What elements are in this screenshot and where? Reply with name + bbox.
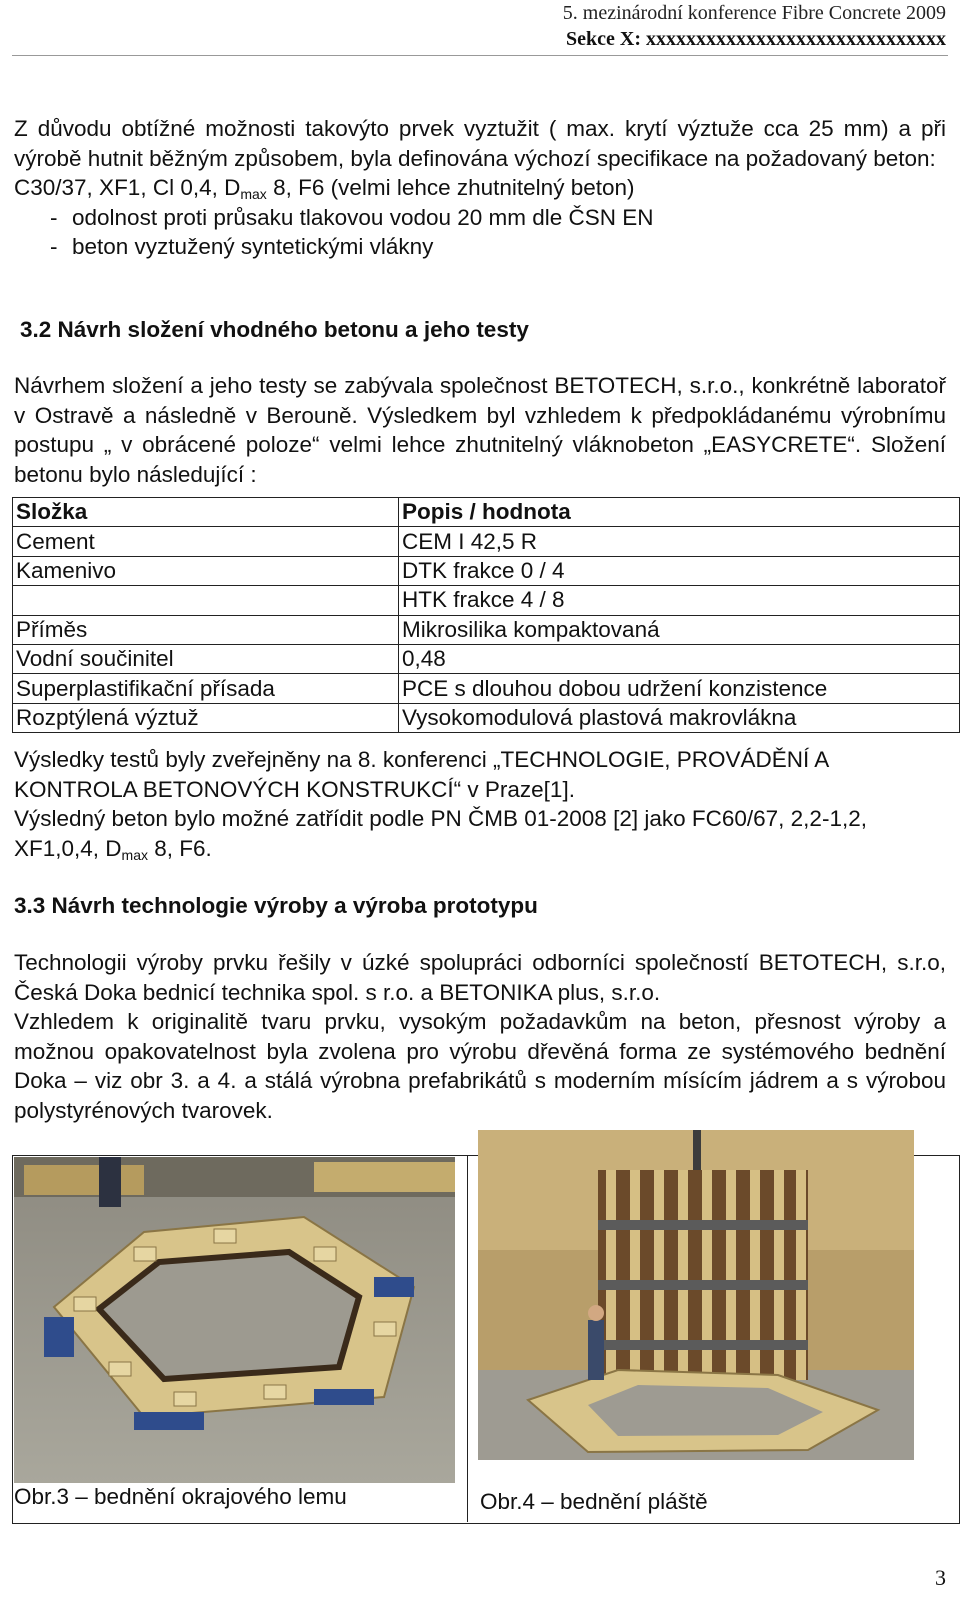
spec-subscript: max [240, 186, 267, 202]
table-cell: 0,48 [399, 644, 960, 673]
table-row [13, 703, 960, 732]
figure-divider [467, 1155, 468, 1522]
table-cell: Vysokomodulová plastová makrovlákna [399, 703, 960, 732]
intro-paragraph: Z důvodu obtížné možnosti takovýto prvek vyztužit ( max. krytí výztuže cca 25 mm) a při výrobě hutnit běžným způsobem, byla definována výchozí specifikace na požadovaný beton: [14, 116, 946, 171]
formwork-shell-photo [478, 1130, 914, 1460]
table-cell: Cement [13, 527, 399, 556]
section-3-3-paragraph-1: Technologii výroby prvku řešily v úzké spolupráci odborníci společností BETOTECH, s.r.o, Česká Doka bednicí technika spol. s r.o. a BETONIKA plus, s.r.o. [14, 950, 946, 1005]
intro-block [14, 114, 946, 262]
table-cell: Superplastifikační přísada [13, 674, 399, 703]
section-3-3-heading: 3.3 Návrh technologie výroby a výroba prototypu [14, 893, 538, 918]
composition-table [12, 497, 960, 733]
table-header-cell: Popis / hodnota [399, 498, 960, 527]
table-cell [13, 586, 399, 615]
spec-bullet-1 [14, 203, 946, 233]
section-3-2-paragraph: Návrhem složení a jeho testy se zabývala společnost BETOTECH, s.r.o., konkrétně laboratoř v Ostravě a následně v Berouně. Výsledkem byl vzhledem k předpokládanému výrobnímu postupu „ v obrácené poloze“ velmi lehce zhutnitelný vláknobeton „EASYCRETE“. Složení betonu bylo následující : [14, 373, 946, 487]
table-cell: PCE s dlouhou dobou udržení konzistence [399, 674, 960, 703]
table-cell: Vodní součinitel [13, 644, 399, 673]
table-cell: Příměs [13, 615, 399, 644]
results-text-b: 8, F6. [148, 835, 212, 861]
spec-text-a: C30/37, XF1, Cl 0,4, D [14, 175, 241, 200]
table-cell: Mikrosilika kompaktovaná [399, 615, 960, 644]
table-header-cell: Složka [13, 498, 399, 527]
section-title: Sekce X: xxxxxxxxxxxxxxxxxxxxxxxxxxxxxx [566, 28, 946, 50]
spec-bullet-2 [14, 232, 946, 262]
spec-bullet-2-text: beton vyztužený syntetickými vlákny [72, 234, 434, 259]
table-cell: DTK frakce 0 / 4 [399, 556, 960, 585]
results-paragraph-2 [14, 804, 946, 863]
table-row [13, 527, 960, 556]
table-cell: Rozptýlená výztuž [13, 703, 399, 732]
table-cell: HTK frakce 4 / 8 [399, 586, 960, 615]
page-number: 3 [935, 1565, 946, 1590]
table-row [13, 674, 960, 703]
results-paragraph-1: Výsledky testů byly zveřejněny na 8. konferenci „TECHNOLOGIE, PROVÁDĚNÍ A KONTROLA BETONOVÝCH KONSTRUKCÍ“ v Praze[1]. [14, 747, 829, 802]
table-row [13, 615, 960, 644]
section-3-2-heading: 3.2 Návrh složení vhodného betonu a jeho testy [20, 317, 529, 342]
results-block [14, 745, 946, 863]
spec-text-b: 8, F6 (velmi lehce zhutnitelný beton) [266, 175, 635, 200]
section-3-3-paragraph-2: Vzhledem k originalitě tvaru prvku, vysokým požadavkům na beton, přesnost výroby a možnou opakovatelnost byla zvolena pro výrobu dřevěná forma ze systémového bednění Doka – viz obr 3. a 4. a stálá výrobna prefabrikátů s moderním mísícím jádrem a s výrobou polystyrénových tvarovek. [14, 1009, 946, 1123]
figure-4-caption: Obr.4 – bednění pláště [480, 1489, 708, 1514]
conference-title: 5. mezinárodní konference Fibre Concrete 2009 [562, 2, 946, 24]
table-row [13, 586, 960, 615]
results-text-a: Výsledný beton bylo možné zatřídit podle PN ČMB 01-2008 [2] jako FC60/67, 2,2-1,2, XF1,0,4, D [14, 806, 867, 861]
spec-bullet-1-text: odolnost proti průsaku tlakovou vodou 20 mm dle ČSN EN [72, 204, 654, 230]
spec-line [14, 173, 946, 203]
table-row [13, 644, 960, 673]
table-cell: CEM I 42,5 R [399, 527, 960, 556]
figure-3-caption: Obr.3 – bednění okrajového lemu [14, 1484, 347, 1509]
header-divider [12, 55, 948, 56]
formwork-ring-photo [14, 1157, 455, 1483]
section-3-3-block [14, 948, 946, 1125]
page-header [563, 0, 946, 52]
results-subscript: max [121, 846, 148, 863]
table-header-row [13, 498, 960, 527]
table-row [13, 556, 960, 585]
table-cell: Kamenivo [13, 556, 399, 585]
